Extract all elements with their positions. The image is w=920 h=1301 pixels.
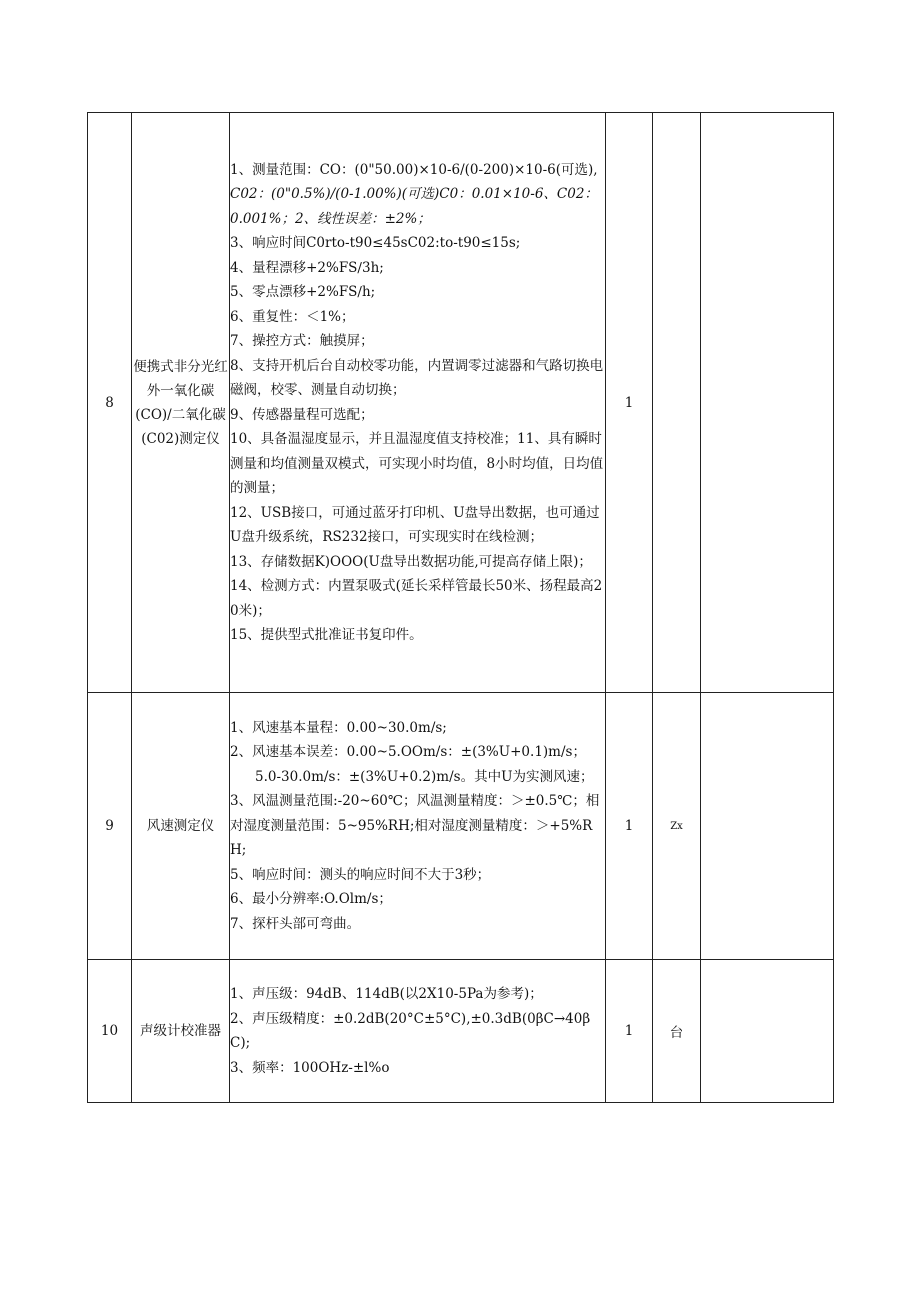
equipment-spec-table (87, 112, 834, 1103)
item-name: 风速测定仪 (132, 693, 230, 960)
spec-line: 2、风速基本误差：0.00~5.OOm/s：±(3%U+0.1)m/s； (230, 744, 586, 761)
quantity-cell: 1 (606, 693, 653, 960)
remarks-cell (701, 960, 834, 1103)
remarks-cell (701, 693, 834, 960)
spec-line: 1、风速基本量程：0.00~30.0m/s; (230, 719, 447, 736)
item-name: 便携式非分光红外一氧化碳(CO)/二氧化碳(C02)测定仪 (132, 113, 230, 693)
spec-line: 2、声压级精度：±0.2dB(20°C±5°C),±0.3dB(0βC→40βC); (230, 1010, 591, 1051)
remarks-cell (701, 113, 834, 693)
spec-line: 6、最小分辨率:O.Olm/s； (230, 891, 392, 908)
spec-line: 3、频率：100OHz-±l%o (230, 1059, 390, 1076)
row-number: 8 (88, 113, 132, 693)
spec-line: 6、重复性：＜1%； (230, 308, 355, 325)
row-number: 10 (88, 960, 132, 1103)
spec-line: 1、测量范围：CO：(0"50.00)×10-6/(0-200)×10-6(可选), (230, 161, 598, 178)
spec-line: 3、风温测量范围:-20~60℃；风温测量精度：＞±0.5℃；相对湿度测量范围：5~95%RH;相对湿度测量精度：＞+5%RH; (230, 793, 600, 859)
spec-line: 9、传感器量程可选配； (230, 406, 374, 423)
item-name: 声级计校准器 (132, 960, 230, 1103)
quantity-cell: 1 (606, 960, 653, 1103)
spec-line: 7、操控方式：触摸屏； (230, 333, 374, 349)
spec-line: 3、响应时间C0rto-t90≤45sC02:to-t90≤15s; (230, 235, 521, 251)
spec-line: 15、提供型式批准证书复印件。 (230, 627, 423, 643)
spec-line: 1、声压级：94dB、114dB(以2X10-5Pa为参考)； (230, 986, 543, 1002)
row-number: 9 (88, 693, 132, 960)
spec-line: 8、支持开机后台自动校零功能，内置调零过滤器和气路切换电磁阀，校零、测量自动切换； (230, 357, 604, 398)
unit-cell (653, 113, 701, 693)
spec-line: 10、具备温湿度显示，并且温湿度值支持校准；11、具有瞬时测量和均值测量双模式，可实现小时均值，8小时均值，日均值的测量； (230, 431, 604, 496)
spec-cell (230, 113, 606, 693)
spec-line: 5.0-30.0m/s：±(3%U+0.2)m/s。其中U为实测风速； (255, 768, 594, 785)
spec-line: 5、响应时间：测头的响应时间不大于3秒； (230, 866, 491, 883)
spec-line: 7、探杆头部可弯曲。 (230, 915, 361, 932)
unit-cell: 台 (653, 960, 701, 1103)
spec-line: 14、检测方式：内置泵吸式(延长采样管最长50米、扬程最高20米)； (230, 578, 603, 619)
spec-line: 4、量程漂移+2%FS∕3h; (230, 259, 384, 276)
unit-cell: Zx (653, 693, 701, 960)
quantity-cell: 1 (606, 113, 653, 693)
spec-line: 13、存储数据K)OOO(U盘导出数据功能,可提高存储上限)； (230, 553, 592, 570)
spec-line: 5、零点漂移+2%FS∕h; (230, 284, 376, 300)
table-row (88, 693, 834, 960)
spec-line: 12、USB接口，可通过蓝牙打印机、U盘导出数据，也可通过U盘升级系统，RS232接口，可实现实时在线检测； (230, 504, 600, 545)
spec-line: C02：(0"0.5%)/(0-1.00%)(可选)C0：0.01×10-6、C02：0.001%；2、线性误差：±2%； (230, 186, 598, 227)
spec-cell (230, 960, 606, 1103)
spec-cell (230, 693, 606, 960)
table-row (88, 960, 834, 1103)
table-row (88, 113, 834, 693)
